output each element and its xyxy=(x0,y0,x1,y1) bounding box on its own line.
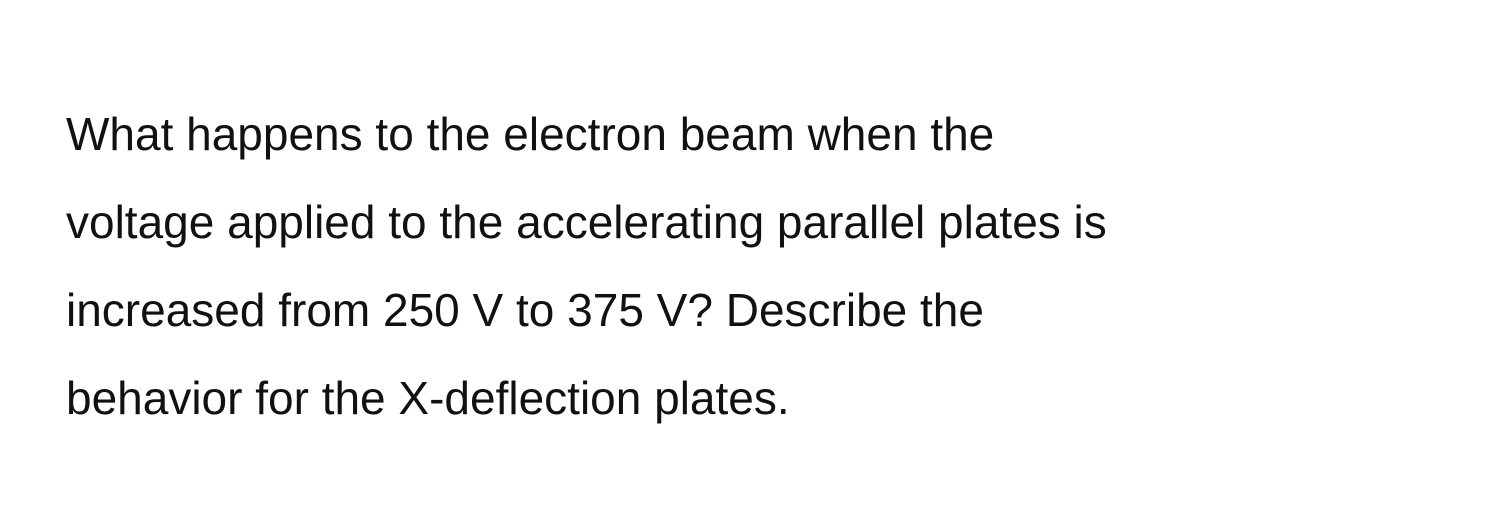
question-line-3: increased from 250 V to 375 V? Describe the xyxy=(66,284,984,336)
question-line-2: voltage applied to the accelerating parallel plates is xyxy=(66,196,1107,248)
question-line-1: What happens to the electron beam when the xyxy=(66,108,995,160)
question-text xyxy=(66,90,1446,442)
question-line-4: behavior for the X-deflection plates. xyxy=(66,372,790,424)
